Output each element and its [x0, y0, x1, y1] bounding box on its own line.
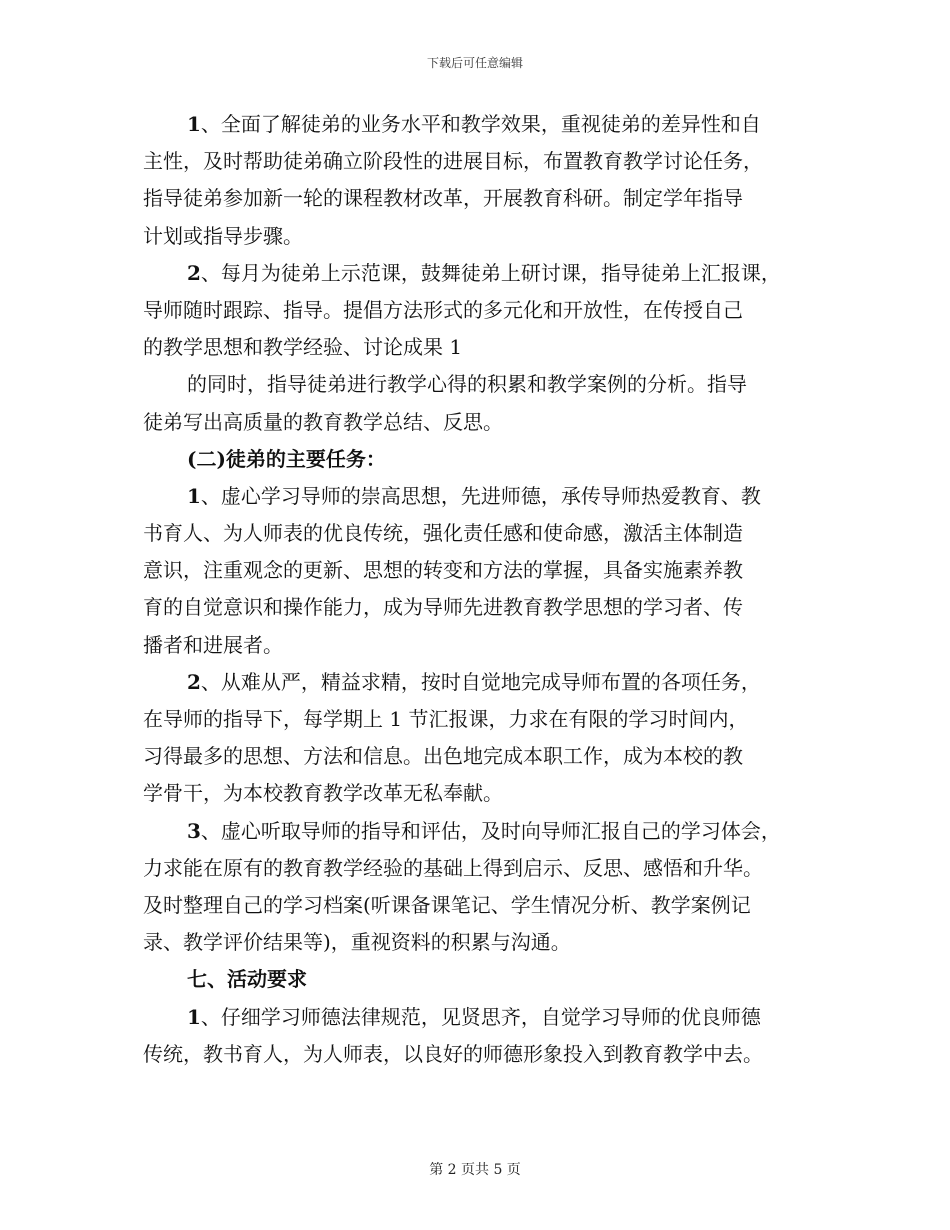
list-number: 1	[187, 483, 201, 508]
paragraph-line: 2、从难从严，精益求精，按时自觉地完成导师布置的各项任务，	[187, 669, 761, 694]
paragraph-line: 的同时，指导徒弟进行教学心得的积累和教学案例的分析。指导	[187, 372, 747, 397]
paragraph-line: 及时整理自己的学习档案(听课备课笔记、学生情况分析、教学案例记	[143, 892, 751, 917]
paragraph-line: 意识，注重观念的更新、思想的转变和方法的掌握，具备实施素养教	[143, 558, 743, 583]
paragraph-line: 学骨干，为本校教育教学改革无私奉献。	[143, 781, 503, 806]
paragraph-line: 指导徒弟参加新一轮的课程教材改革，开展教育科研。制定学年指导	[143, 186, 743, 211]
list-number: 3	[187, 818, 201, 843]
paragraph-line: 在导师的指导下，每学期上 1 节汇报课，力求在有限的学习时间内，	[143, 707, 749, 731]
list-number: 2	[187, 260, 201, 285]
paragraph-line: 书育人、为人师表的优良传统，强化责任感和使命感，激活主体制造	[143, 521, 743, 546]
paragraph-line: 的教学思想和教学经验、讨论成果 1	[143, 335, 463, 360]
paragraph-line: 1、虚心学习导师的崇高思想，先进师德，承传导师热爱教育、教	[187, 483, 761, 508]
paragraph-line: 1、仔细学习师德法律规范，见贤思齐，自觉学习导师的优良师德	[187, 1004, 761, 1029]
paragraph-line: 播者和进展者。	[143, 632, 283, 657]
list-number: 2	[187, 669, 201, 694]
paragraph-line: 传统，教书育人，为人师表，以良好的师德形象投入到教育教学中去。	[143, 1041, 763, 1066]
paragraph-line: 习得最多的思想、方法和信息。出色地完成本职工作，成为本校的教	[143, 744, 743, 769]
page-footer: 第 2 页共 5 页	[429, 1162, 521, 1178]
section-heading: (二)徒弟的主要任务：	[187, 446, 386, 471]
paragraph-line: 1、全面了解徒弟的业务水平和教学效果，重视徒弟的差异性和自	[187, 112, 761, 136]
paragraph-line: 力求能在原有的教育教学经验的基础上得到启示、反思、感悟和升华。	[143, 855, 763, 880]
paragraph-line: 录、教学评价结果等)，重视资料的积累与沟通。	[143, 930, 571, 955]
paragraph-line: 育的自觉意识和操作能力，成为导师先进教育教学思想的学习者、传	[143, 595, 743, 620]
paragraph-line: 徒弟写出高质量的教育教学总结、反思。	[143, 409, 503, 434]
paragraph-line: 2、每月为徒弟上示范课，鼓舞徒弟上研讨课，指导徒弟上汇报课，	[187, 260, 781, 285]
paragraph-line: 3、虚心听取导师的指导和评估，及时向导师汇报自己的学习体会，	[187, 818, 781, 843]
list-number: 1	[187, 1004, 201, 1029]
page-header: 下载后可任意编辑	[426, 56, 523, 70]
list-number: 1	[187, 112, 201, 136]
paragraph-line: 导师随时跟踪、指导。提倡方法形式的多元化和开放性，在传授自己	[143, 297, 743, 322]
section-heading: 七、活动要求	[187, 967, 307, 992]
document-body	[143, 106, 815, 1073]
paragraph-line: 计划或指导步骤。	[143, 223, 303, 248]
paragraph-line: 主性，及时帮助徒弟确立阶段性的进展目标，布置教育教学讨论任务，	[143, 149, 763, 174]
